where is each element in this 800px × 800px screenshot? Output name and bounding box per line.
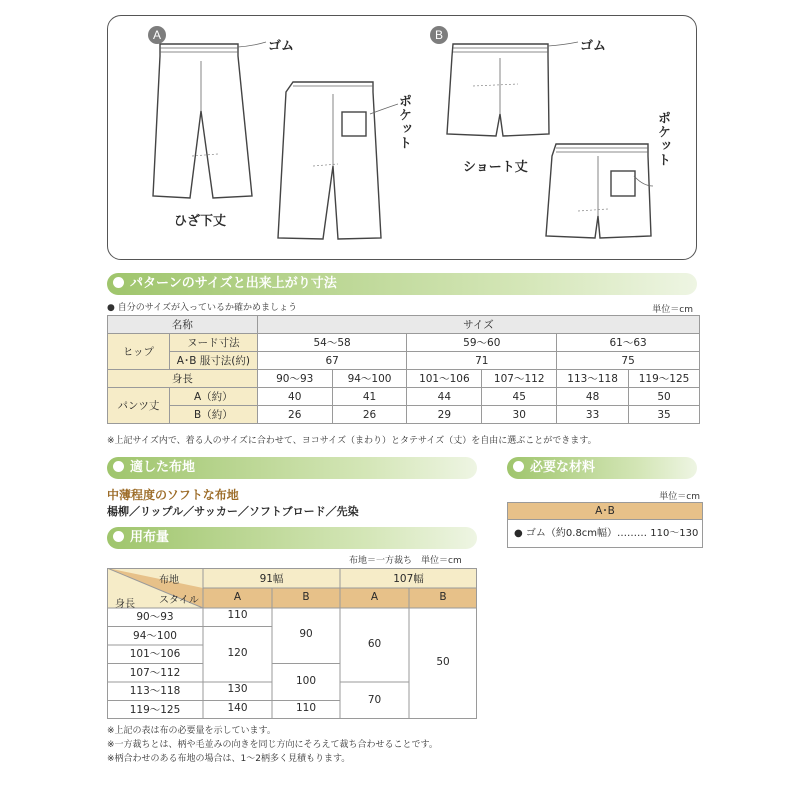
pants-length-label: パンツ丈	[108, 388, 170, 424]
header-name: 名称	[108, 316, 258, 334]
nude-value: 59〜60	[407, 334, 557, 352]
ab-fit-value: 71	[407, 352, 557, 370]
bullet-icon	[113, 277, 124, 288]
yardage-section-header	[107, 527, 477, 549]
b-value: 26	[332, 406, 407, 424]
bullet-icon	[113, 531, 124, 542]
hip-label: ヒップ	[108, 334, 170, 370]
width-91: 91幅	[259, 573, 284, 585]
nude-label: ヌード寸法	[169, 334, 257, 352]
yardage-table	[107, 568, 477, 719]
b-value: 29	[407, 406, 482, 424]
header-size: サイズ	[257, 316, 699, 334]
size-note: ● 自分のサイズが入っているか確かめましょう	[107, 303, 297, 313]
size-note-text: 自分のサイズが入っているか確かめましょう	[117, 303, 297, 313]
yardage-value: 100	[295, 675, 317, 687]
materials-section-title: 必要な材料	[530, 460, 596, 475]
yardage-value: 50	[436, 656, 450, 668]
size-table	[107, 315, 700, 424]
width-107: 107幅	[393, 573, 424, 585]
yardage-value: 120	[227, 647, 248, 659]
yardage-value: 130	[227, 683, 248, 695]
marker-b: B	[430, 26, 448, 44]
height-cell: 107〜112	[129, 667, 181, 679]
pants-a-back	[278, 82, 381, 239]
corner-fabric: 布地	[159, 575, 179, 586]
yardage-note: ※一方裁ちとは、柄や毛並みの向きを同じ方向にそろえて裁ち合わせることです。	[107, 740, 438, 750]
materials-unit: 単位＝cm	[659, 492, 700, 502]
b-row-label: B（約）	[169, 406, 257, 424]
marker-a: A	[148, 26, 166, 44]
a-value: 50	[629, 388, 700, 406]
height-cell: 119〜125	[129, 704, 181, 716]
ab-fit-value: 75	[557, 352, 700, 370]
materials-item: ● ゴム（約0.8cm幅）……… 110〜130	[507, 520, 703, 548]
height-value: 107〜112	[482, 370, 557, 388]
fabric-section-header	[107, 457, 477, 479]
a-value: 40	[257, 388, 332, 406]
fabric-main: 中薄程度のソフトな布地	[107, 488, 239, 502]
height-cell: 90〜93	[136, 611, 174, 623]
size-section-title: パターンのサイズと出来上がり寸法	[130, 276, 337, 291]
yardage-unit: 布地＝一方裁ち 単位＝cm	[349, 556, 462, 566]
materials-header: A･B	[507, 502, 703, 520]
b-caption: ショート丈	[463, 160, 528, 175]
yardage-value: 110	[227, 609, 248, 621]
size-footnote: ※上記サイズ内で、着る人のサイズに合わせて、ヨコサイズ（まわり）とタテサイズ（丈）を自由に選ぶことができます。	[107, 436, 597, 446]
materials-section-header	[507, 457, 697, 479]
a-value: 41	[332, 388, 407, 406]
height-value: 90〜93	[257, 370, 332, 388]
yardage-value: 70	[367, 694, 382, 706]
corner-style: スタイル	[159, 595, 199, 606]
a-caption: ひざ下丈	[174, 214, 227, 229]
pants-a-front	[153, 44, 252, 198]
a-value: 44	[407, 388, 482, 406]
ab-fit-value: 67	[257, 352, 407, 370]
yardage-value: 60	[367, 638, 382, 650]
illustration-panel	[107, 15, 697, 260]
pocket-b	[611, 171, 635, 196]
pocket-a	[342, 112, 366, 136]
nude-value: 54〜58	[257, 334, 407, 352]
yardage-value: 110	[295, 702, 317, 714]
size-section-header	[107, 273, 697, 295]
a-gomu-label: ゴム	[268, 39, 295, 54]
yardage-value: 90	[299, 628, 313, 640]
nude-value: 61〜63	[557, 334, 700, 352]
b-pocket-label: ポケット	[655, 111, 670, 167]
a-row-label: A（約）	[169, 388, 257, 406]
height-cell: 113〜118	[129, 685, 181, 697]
fabric-section-title: 適した布地	[130, 460, 196, 475]
height-cell: 94〜100	[133, 630, 177, 642]
style-a-91: A	[233, 591, 242, 603]
yardage-note: ※上記の表は布の必要量を示しています。	[107, 726, 276, 736]
height-label: 身長	[108, 370, 258, 388]
style-b-107: B	[439, 591, 447, 603]
b-value: 33	[557, 406, 629, 424]
height-value: 94〜100	[332, 370, 407, 388]
yardage-note: ※柄合わせのある布地の場合は、1〜2柄多く見積もります。	[107, 754, 351, 764]
style-a-107: A	[370, 591, 379, 603]
fabric-list: 楊柳／リップル／サッカー／ソフトブロード／先染	[107, 505, 359, 518]
bullet-icon	[113, 461, 124, 472]
b-value: 35	[629, 406, 700, 424]
yardage-section-title: 用布量	[130, 530, 170, 545]
yardage-value: 140	[227, 702, 248, 714]
a-value: 48	[557, 388, 629, 406]
ab-fit-label: A･B 服寸法(約)	[169, 352, 257, 370]
height-value: 119〜125	[629, 370, 700, 388]
b-gomu-label: ゴム	[580, 39, 607, 54]
size-unit: 単位＝cm	[652, 305, 693, 315]
a-pocket-label: ポケット	[396, 94, 411, 150]
height-value: 101〜106	[407, 370, 482, 388]
a-value: 45	[482, 388, 557, 406]
b-value: 30	[482, 406, 557, 424]
style-b-91: B	[302, 591, 310, 603]
corner-height: 身長	[115, 599, 135, 610]
height-value: 113〜118	[557, 370, 629, 388]
b-value: 26	[257, 406, 332, 424]
height-cell: 101〜106	[129, 648, 181, 660]
bullet-icon	[513, 461, 524, 472]
pants-b-front	[447, 44, 549, 136]
